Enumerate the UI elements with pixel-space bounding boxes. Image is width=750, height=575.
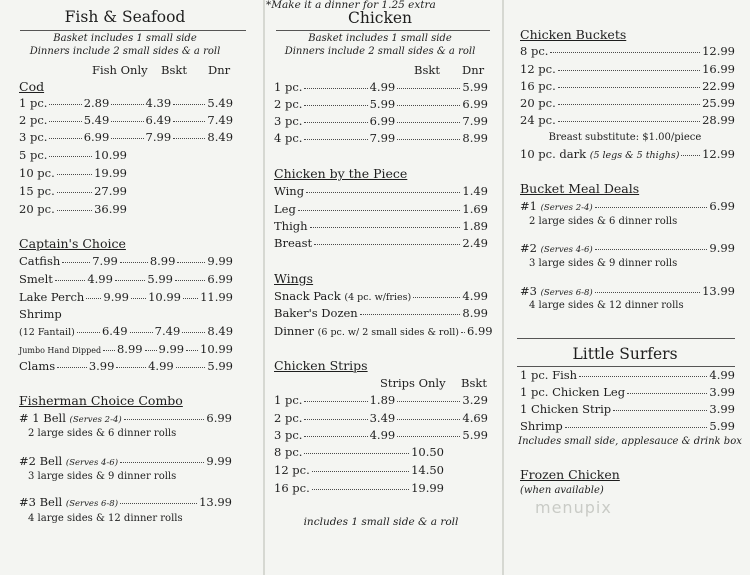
chicken-note-dinner: Dinners include 2 small sides & a roll <box>284 46 476 57</box>
combo-row: #2 Bell (Serves 4-6) 9.99 <box>19 454 232 468</box>
combo-row: #3 Bell (Serves 6-8) 13.99 <box>19 495 232 509</box>
surfers-title-rule <box>517 366 735 367</box>
surfer-row: 1 pc. Chicken Leg 3.99 <box>520 385 735 399</box>
chicken-note-basket: Basket includes 1 small side <box>308 33 452 44</box>
deal-row: #3 (Serves 6-8) 13.99 <box>520 284 735 298</box>
panel-fold-right <box>502 0 504 575</box>
cod-row: 5 pc. 10.99 <box>19 148 127 162</box>
strips-row: 16 pc. 19.99 <box>274 481 444 495</box>
piece-row: Breast 2.49 <box>274 236 488 250</box>
captains-choice-heading: Captain's Choice <box>19 236 126 251</box>
wings-row: Dinner (6 pc. w/ 2 small sides & roll) 6.99 <box>274 324 493 338</box>
chicken-col-header-bskt: Bskt <box>414 63 440 77</box>
deal-desc: 3 large sides & 9 dinner rolls <box>529 258 678 269</box>
captain-shrimp-label: Shrimp <box>19 307 62 321</box>
combo-desc: 2 large sides & 6 dinner rolls <box>28 428 177 439</box>
chicken-row: 1 pc. 4.99 5.99 <box>274 80 488 94</box>
bucket-row: 12 pc. 16.99 <box>520 62 735 76</box>
fish-title-rule <box>20 30 246 31</box>
combo-heading: Fisherman Choice Combo <box>19 393 183 408</box>
captain-row: Clams 3.99 4.99 5.99 <box>19 359 233 373</box>
chicken-col-header-dnr: Dnr <box>462 63 485 77</box>
bucket-row: 16 pc. 22.99 <box>520 79 735 93</box>
surfer-row: Shrimp 5.99 <box>520 419 735 433</box>
surfer-row: 1 pc. Fish 4.99 <box>520 368 735 382</box>
piece-row: Thigh 1.89 <box>274 219 488 233</box>
frozen-chicken-note: (when available) <box>520 485 604 496</box>
deal-row: #1 (Serves 2-4) 6.99 <box>520 199 735 213</box>
captain-row: (12 Fantail) 6.49 7.49 8.49 <box>19 324 234 338</box>
combo-desc: 3 large sides & 9 dinner rolls <box>28 471 177 482</box>
strips-row: 3 pc. 4.99 5.99 <box>274 428 488 442</box>
deal-row: #2 (Serves 4-6) 9.99 <box>520 241 735 255</box>
cod-row: 3 pc. 6.99 7.99 8.49 <box>19 130 234 144</box>
bucket-deals-heading: Bucket Meal Deals <box>520 181 640 196</box>
surfer-row: 1 Chicken Strip 3.99 <box>520 402 735 416</box>
piece-row: Leg 1.69 <box>274 202 488 216</box>
surfers-top-rule <box>517 338 735 339</box>
bucket-dark-row: 10 pc. dark (5 legs & 5 thighs) 12.99 <box>520 147 735 161</box>
piece-row: Wing 1.49 <box>274 184 488 198</box>
strips-row: 1 pc. 1.89 3.29 <box>274 393 488 407</box>
strips-row: 2 pc. 3.49 4.69 <box>274 411 488 425</box>
captain-row: Jumbo Hand Dipped 8.99 9.99 10.99 <box>19 342 233 356</box>
fish-note-basket: Basket includes 1 small side <box>53 33 197 44</box>
cod-row: 15 pc. 27.99 <box>19 184 127 198</box>
bucket-row: 24 pc. 28.99 <box>520 113 735 127</box>
col-header-bskt: Bskt <box>161 63 187 77</box>
frozen-chicken-heading: Frozen Chicken <box>520 467 620 482</box>
panel-fold-left <box>263 0 265 575</box>
wings-row: Snack Pack (4 pc. w/fries) 4.99 <box>274 289 488 303</box>
captain-row: Smelt 4.99 5.99 6.99 <box>19 272 233 286</box>
combo-row: # 1 Bell (Serves 2-4) 6.99 <box>19 411 232 425</box>
by-piece-heading: Chicken by the Piece <box>274 166 408 181</box>
bucket-row: 8 pc. 12.99 <box>520 44 735 58</box>
cod-row: 20 pc. 36.99 <box>19 202 127 216</box>
wings-row: Baker's Dozen 8.99 <box>274 306 488 320</box>
wings-heading: Wings <box>274 271 314 286</box>
strips-row: 12 pc. 14.50 <box>274 463 444 477</box>
fish-panel <box>0 0 262 575</box>
fish-title: Fish & Seafood <box>64 8 186 26</box>
cod-row: 1 pc. 2.89 4.39 5.49 <box>19 96 234 110</box>
col-header-fish-only: Fish Only <box>92 63 148 77</box>
chicken-row: 3 pc. 6.99 7.99 <box>274 114 488 128</box>
cod-heading: Cod <box>19 79 45 94</box>
cod-row: 2 pc. 5.49 6.49 7.49 <box>19 113 234 127</box>
chicken-title: Chicken <box>347 9 413 27</box>
captain-row: Lake Perch 9.99 10.99 11.99 <box>19 290 234 304</box>
strips-dinner-note: *Make it a dinner for 1.25 extra <box>266 0 436 11</box>
deal-desc: 2 large sides & 6 dinner rolls <box>529 216 678 227</box>
buckets-heading: Chicken Buckets <box>520 27 627 42</box>
chicken-panel <box>266 0 502 575</box>
strips-heading: Chicken Strips <box>274 358 368 373</box>
bucket-row: 20 pc. 25.99 <box>520 96 735 110</box>
cod-row: 10 pc. 19.99 <box>19 166 127 180</box>
surfers-note: Includes small side, applesauce & drink box <box>518 436 742 447</box>
strips-col-header-bskt: Bskt <box>461 376 487 390</box>
chicken-row: 2 pc. 5.99 6.99 <box>274 97 488 111</box>
fish-note-dinner: Dinners include 2 small sides & a roll <box>29 46 221 57</box>
deal-desc: 4 large sides & 12 dinner rolls <box>529 300 684 311</box>
chicken-row: 4 pc. 7.99 8.99 <box>274 131 488 145</box>
little-surfers-title: Little Surfers <box>572 345 678 363</box>
captain-row: Catfish 7.99 8.99 9.99 <box>19 254 233 268</box>
strips-dinner-note-2: includes 1 small side & a roll <box>303 516 459 528</box>
right-panel <box>505 0 750 575</box>
combo-desc: 4 large sides & 12 dinner rolls <box>28 513 183 524</box>
strips-row: 8 pc. 10.50 <box>274 445 444 459</box>
chicken-title-rule <box>276 30 490 31</box>
menupix-watermark: menupix <box>535 498 612 517</box>
breast-substitute-note: Breast substitute: $1.00/piece <box>548 132 702 143</box>
strips-col-header-only: Strips Only <box>380 376 446 390</box>
col-header-dnr: Dnr <box>208 63 231 77</box>
